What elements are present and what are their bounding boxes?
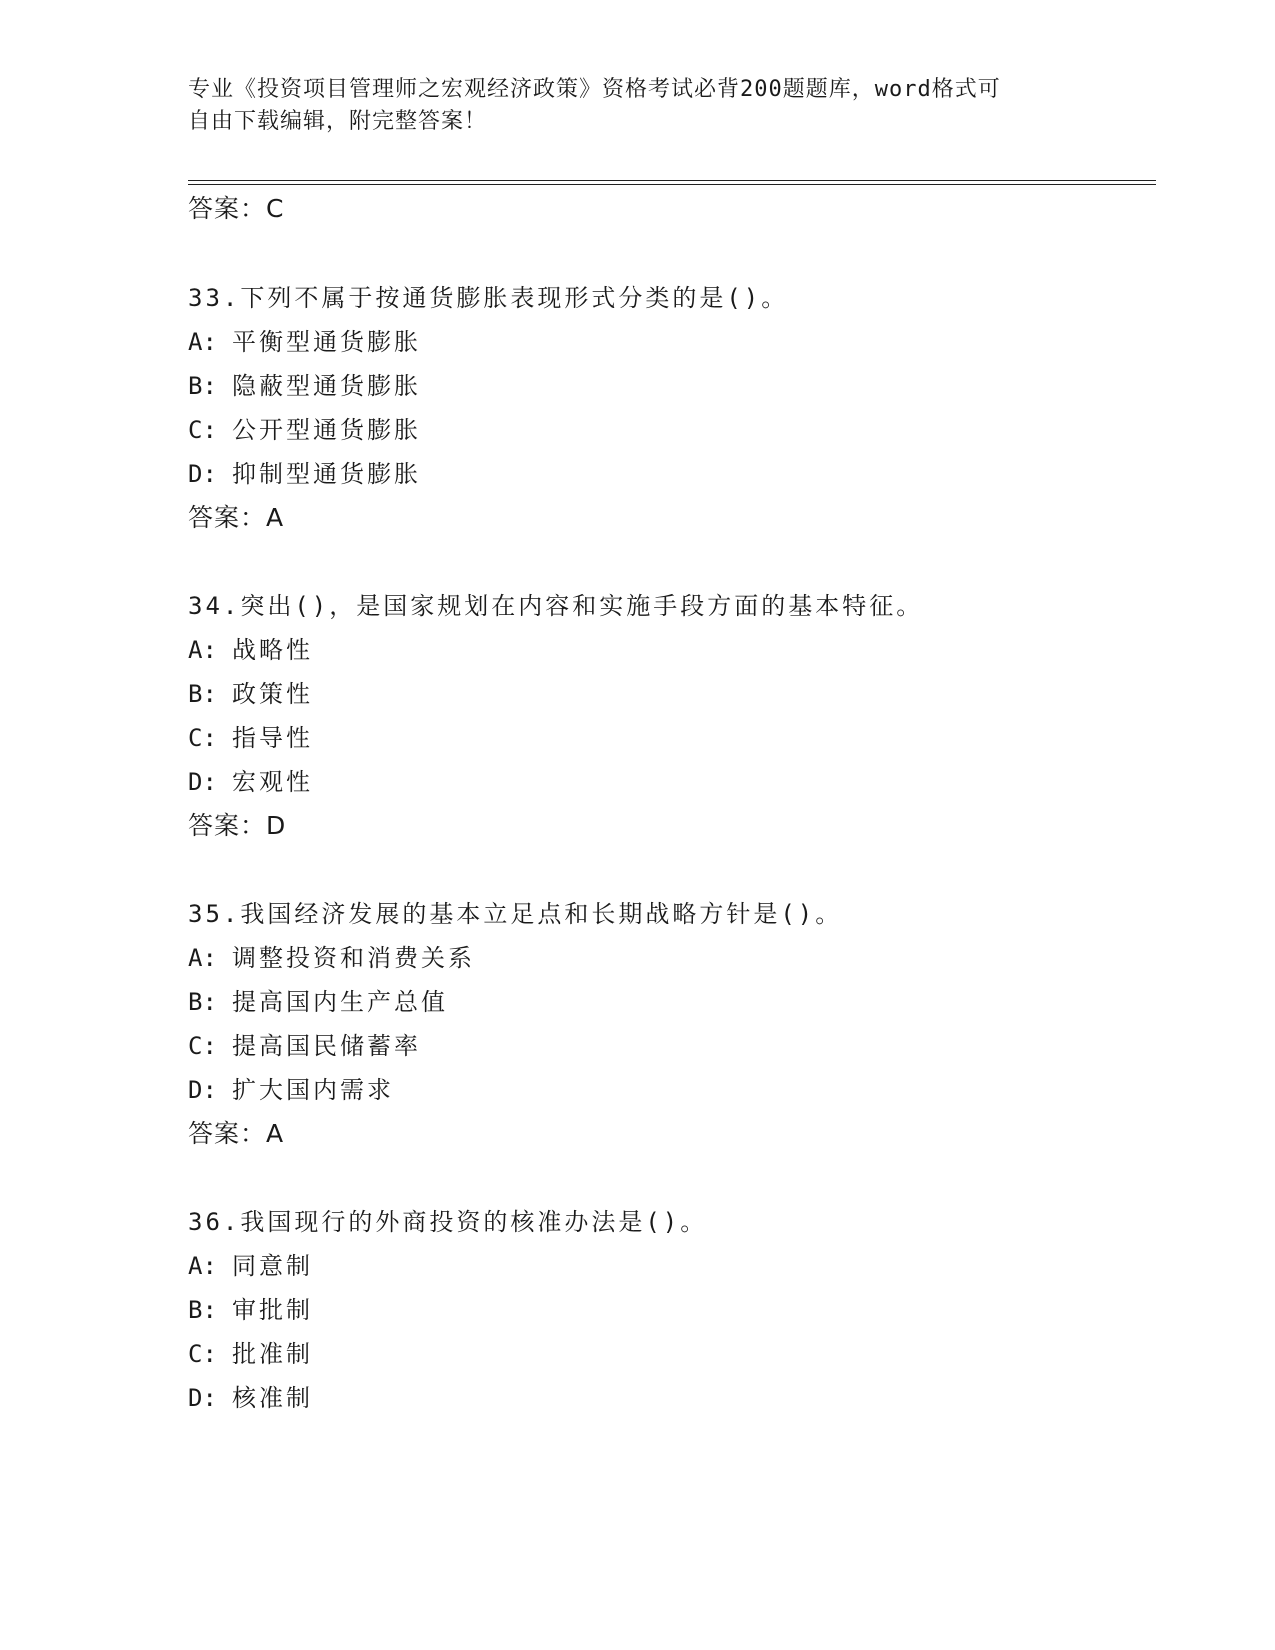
option-d xyxy=(188,458,421,490)
question-stem: 35.我国经济发展的基本立足点和长期战略方针是()。 xyxy=(188,900,843,928)
option-a xyxy=(188,634,313,666)
option-text: 调整投资和消费关系 xyxy=(232,944,475,972)
option-letter: C: xyxy=(188,416,217,444)
question-answer: 答案：A xyxy=(188,503,285,532)
option-text: 公开型通货膨胀 xyxy=(232,416,421,444)
option-text: 宏观性 xyxy=(232,768,313,796)
option-letter: D: xyxy=(188,1076,217,1104)
option-b xyxy=(188,370,421,402)
header-line-1: 专业《投资项目管理师之宏观经济政策》资格考试必背200题题库，word格式可 xyxy=(188,77,1001,102)
option-text: 扩大国内需求 xyxy=(232,1076,394,1104)
question-stem: 36.我国现行的外商投资的核准办法是()。 xyxy=(188,1208,708,1236)
option-text: 平衡型通货膨胀 xyxy=(232,328,421,356)
previous-answer: 答案：C xyxy=(188,194,285,223)
option-letter: B: xyxy=(188,1296,217,1324)
option-text: 提高国民储蓄率 xyxy=(232,1032,421,1060)
option-letter: A: xyxy=(188,944,217,972)
option-b xyxy=(188,1294,313,1326)
option-letter: B: xyxy=(188,988,217,1016)
option-text: 审批制 xyxy=(232,1296,313,1324)
option-c xyxy=(188,1338,313,1370)
option-letter: C: xyxy=(188,724,217,752)
option-a xyxy=(188,942,475,974)
option-text: 战略性 xyxy=(232,636,313,664)
option-letter: A: xyxy=(188,328,217,356)
option-text: 同意制 xyxy=(232,1252,313,1280)
header-divider-bottom xyxy=(188,184,1156,185)
option-a xyxy=(188,1250,313,1282)
option-a xyxy=(188,326,421,358)
option-text: 提高国内生产总值 xyxy=(232,988,448,1016)
question-answer: 答案：A xyxy=(188,1119,285,1148)
option-c xyxy=(188,414,421,446)
option-d xyxy=(188,1382,313,1414)
option-d xyxy=(188,1074,394,1106)
option-text: 核准制 xyxy=(232,1384,313,1412)
option-c xyxy=(188,722,313,754)
header-line-2: 自由下载编辑，附完整答案！ xyxy=(188,109,488,134)
option-text: 指导性 xyxy=(232,724,313,752)
option-letter: B: xyxy=(188,372,217,400)
option-letter: D: xyxy=(188,1384,217,1412)
option-letter: D: xyxy=(188,460,217,488)
question-stem: 33.下列不属于按通货膨胀表现形式分类的是()。 xyxy=(188,284,789,312)
question-stem: 34.突出()，是国家规划在内容和实施手段方面的基本特征。 xyxy=(188,592,924,620)
option-text: 隐蔽型通货膨胀 xyxy=(232,372,421,400)
option-letter: D: xyxy=(188,768,217,796)
option-text: 政策性 xyxy=(232,680,313,708)
document-header xyxy=(188,74,1088,138)
option-d xyxy=(188,766,313,798)
option-letter: C: xyxy=(188,1340,217,1368)
option-letter: C: xyxy=(188,1032,217,1060)
option-text: 批准制 xyxy=(232,1340,313,1368)
option-text: 抑制型通货膨胀 xyxy=(232,460,421,488)
option-c xyxy=(188,1030,421,1062)
option-letter: A: xyxy=(188,636,217,664)
option-letter: B: xyxy=(188,680,217,708)
question-answer: 答案：D xyxy=(188,811,287,840)
option-b xyxy=(188,678,313,710)
header-divider-top xyxy=(188,180,1156,181)
option-b xyxy=(188,986,448,1018)
option-letter: A: xyxy=(188,1252,217,1280)
